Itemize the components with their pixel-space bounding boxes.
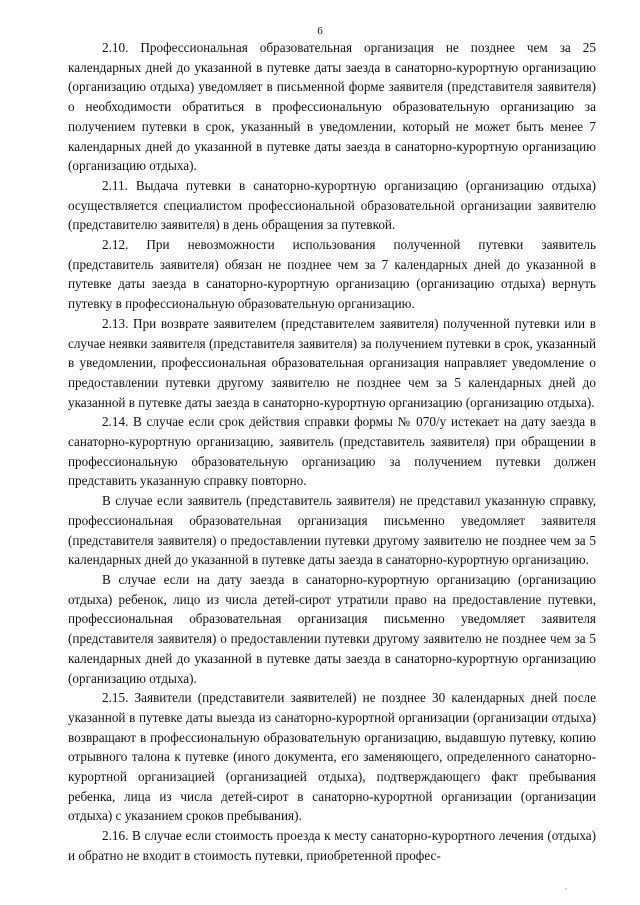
paragraph-2-14-no-certificate: В случае если заявитель (представитель заявителя) не представил указанную справку, профессиональная образовательная организация письменно уведомляет заявителя (представителя заявителя) о предоставлении путевки другому заявителю не позднее чем за 5 календарных дней до указанной в путевке даты заезда в санаторно-курортную организацию. — [68, 493, 596, 568]
paragraph-2-10: 2.10. Профессиональная образовательная организация не позднее чем за 25 календарных дней до указанной в путевке даты заезда в санаторно-курортную организацию (организацию отдыха) уведомляет в письменной форме заявителя (представителя заявителя) о необходимости обратиться в профессиональную образовательную организацию за получением путевки в срок, указанный в уведомлении, который не может быть менее 7 календарных дней до указанной в путевке даты заезда в санаторно-курортную организацию (организацию отдыха). — [68, 40, 596, 174]
paragraph-2-14-right-lost: В случае если на дату заезда в санаторно-курортную организацию (организацию отдыха) ребенок, лицо из числа детей-сирот утратили право на предоставление путевки, профессиональная образовательная организация письменно уведомляет заявителя (представителя заявителя) о предоставлении путевки другому заявителю не позднее чем за 5 календарных дней до указанной в путевке даты заезда в санаторно-курортную организацию (организацию отдыха). — [68, 571, 596, 686]
paragraph-2-13: 2.13. При возврате заявителем (представителем заявителя) полученной путевки или в случае неявки заявителя (представителя заявителя) за получением путевки в срок, указанный в уведомлении, профессиональная образовательная организация направляет уведомление о предоставлении путевки другому заявителю не позднее чем за 5 календарных дней до указанной в путевке даты заезда в санаторно-курортную организацию (организацию отдыха). — [68, 315, 596, 410]
paragraph-2-16: 2.16. В случае если стоимость проезда к месту санаторно-курортного лечения (отдыха) и обратно не входит в стоимость путевки, приобретенной профес- — [68, 828, 596, 863]
paragraph-2-15: 2.15. Заявители (представители заявителей) не позднее 30 календарных дней после указанной в путевке даты выезда из санаторно-курортной организации (организации отдыха) возвращают в профессиональную образовательную организацию, выдавшую путевку, копию отрывного талона к путевке (иного документа, его заменяющего, определенного санаторно-курортной организацией (организацией отдыха), подтверждающего факт пребывания ребенка, лица из числа детей-сирот в санаторно-курортной организации (организации отдыха) с указанием сроков пребывания). — [68, 690, 596, 824]
paragraph-2-14: 2.14. В случае если срок действия справки формы № 070/у истекает на дату заезда в санаторно-курортную организацию, заявитель (представитель заявителя) при обращении в профессиональную образовательную организацию за получением путевки должен представить указанную справку повторно. — [68, 414, 596, 489]
page-number: 6 — [317, 25, 323, 37]
paragraph-2-12: 2.12. При невозможности использования полученной путевки заявитель (представитель заявителя) обязан не позднее чем за 7 календарных дней до указанной в путевке даты заезда в санаторно-курортную организацию (организацию отдыха) вернуть путевку в профессиональную образовательную организацию. — [68, 237, 596, 312]
paragraph-2-11: 2.11. Выдача путевки в санаторно-курортную организацию (организацию отдыха) осуществляется специалистом профессиональной образовательной организации заявителю (представителю заявителя) в день обращения за путевкой. — [68, 177, 596, 233]
scan-speck — [565, 888, 567, 890]
document-body — [68, 38, 596, 866]
